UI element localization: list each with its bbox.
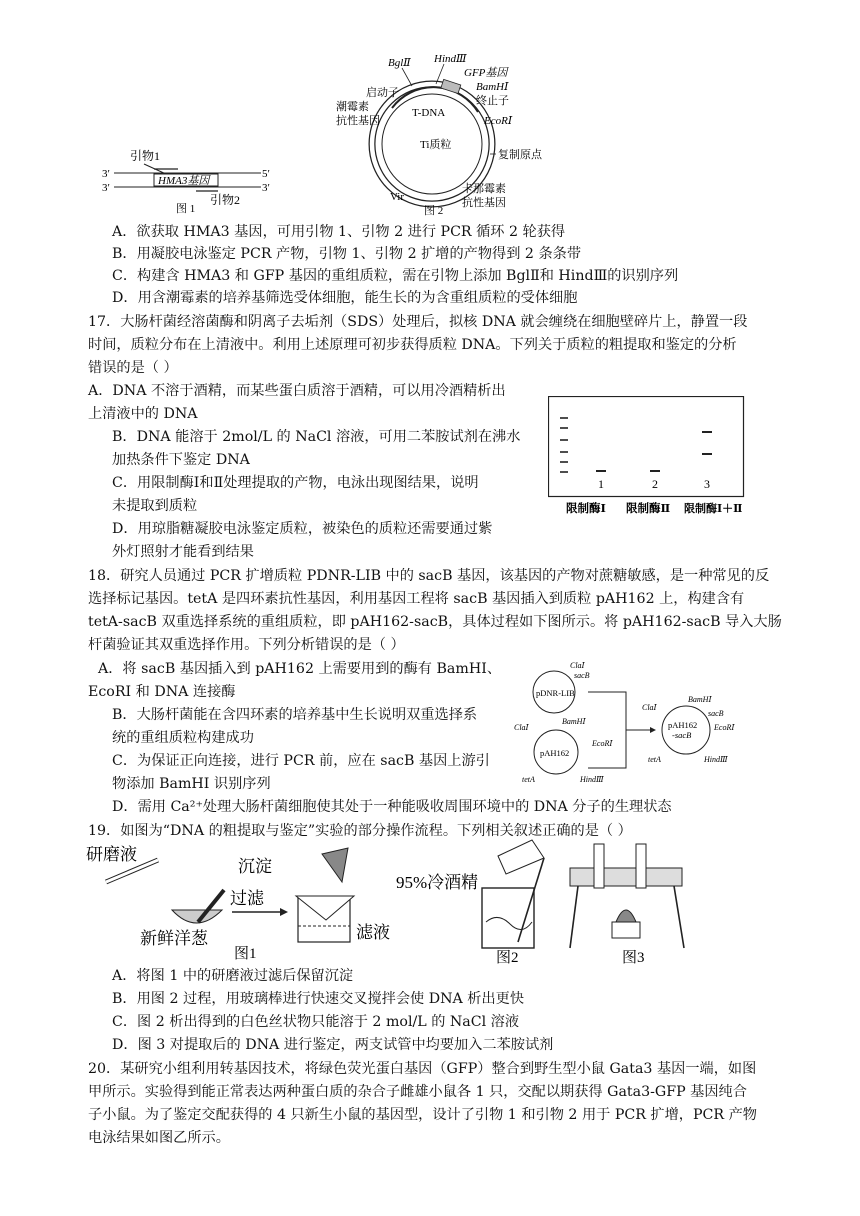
filtrate-label: 滤液 xyxy=(356,923,390,942)
primer2-label: 引物2 xyxy=(210,193,241,207)
terminator-label: 终止子 xyxy=(476,95,509,107)
q20-line-4: 电泳结果如图乙所示。 xyxy=(88,1130,230,1146)
ecori-label-1: EcoRⅠ xyxy=(592,739,613,748)
ecori-label-2: EcoRⅠ xyxy=(714,723,735,732)
figure-2-caption: 图2 xyxy=(496,950,519,966)
q16-option-c: C．构建含 HMA3 和 GFP 基因的重组质粒，需在引物上添加 BglⅡ和 HindⅢ的识别序列 xyxy=(112,268,679,284)
lane-1-label: 限制酶Ⅰ xyxy=(566,503,606,515)
tdna-label: T-DNA xyxy=(412,107,446,119)
figure-2-caption: 图 2 xyxy=(424,205,444,217)
bamhi-label: BamHⅠ xyxy=(476,81,509,93)
figure-1-caption: 图 1 xyxy=(176,203,196,215)
q20-line-1: 20．某研究小组利用转基因技术，将绿色荧光蛋白基因（GFP）整合到野生型小鼠 Gata3 基因一端，如图 xyxy=(88,1061,757,1077)
q16-option-a: A．欲获取 HMA3 基因，可用引物 1、引物 2 进行 PCR 循环 2 轮获得 xyxy=(112,224,566,240)
q17-stem-line-3: 错误的是（ ） xyxy=(88,360,178,376)
q17-option-b-line-1: B．DNA 能溶于 2mol/L 的 NaCl 溶液，可用二苯胺试剂在沸水 xyxy=(112,429,521,445)
q19-option-b: B．用图 2 过程，用玻璃棒进行快速交叉搅拌会使 DNA 析出更快 xyxy=(112,991,525,1007)
teta-label-2: tetA xyxy=(648,755,661,764)
figure-2-ti-plasmid xyxy=(330,52,550,218)
ecori-label: EcoRⅠ xyxy=(484,115,513,127)
bglii-label: BglⅡ xyxy=(388,57,411,69)
primer1-label: 引物1 xyxy=(130,149,161,163)
precipitate-label: 沉淀 xyxy=(238,857,272,876)
q18-stem-line-2: 选择标记基因。tetA 是四环素抗性基因，利用基因工程将 sacB 基因插入到质粒 pAH162 上，构建含有 xyxy=(88,591,745,607)
gfp-label: GFP基因 xyxy=(464,67,508,79)
q18-option-a-line-2: EcoRI 和 DNA 连接酶 xyxy=(88,684,236,700)
q18-plasmid-construction-figure xyxy=(508,658,768,790)
end-label: 3′ xyxy=(262,182,270,194)
filter-label: 过滤 xyxy=(230,889,264,908)
lane-2-label: 限制酶Ⅱ xyxy=(626,503,671,515)
q16-option-d: D．用含潮霉素的培养基筛选受体细胞，能生长的为含重组质粒的受体细胞 xyxy=(112,290,578,306)
q18-option-c-line-2: 物添加 BamHI 识别序列 xyxy=(112,776,271,792)
clai-label-1: ClaⅠ xyxy=(570,661,585,670)
clai-label-3: ClaⅠ xyxy=(642,703,657,712)
promoter-label: 启动子 xyxy=(366,87,399,99)
q18-option-c-line-1: C．为保证正向连接，进行 PCR 前，应在 sacB 基因上游引 xyxy=(112,753,490,769)
grinding-liquid-label: 研磨液 xyxy=(86,845,137,864)
q17-option-c-line-2: 未提取到质粒 xyxy=(112,498,198,514)
fresh-onion-label: 新鲜洋葱 xyxy=(140,929,208,948)
q17-option-a-line-2: 上清液中的 DNA xyxy=(88,406,198,422)
ti-plasmid-label: Ti质粒 xyxy=(420,139,452,151)
end-label: 3′ xyxy=(102,182,110,194)
hindiii-label-1: HindⅢ xyxy=(580,775,604,784)
hindiii-label: HindⅢ xyxy=(434,53,467,65)
clai-label-2: ClaⅠ xyxy=(514,723,529,732)
q19-experiment-figure xyxy=(86,838,722,966)
pah162-label: pAH162 xyxy=(540,748,570,758)
q17-stem-line-2: 时间，质粒分布在上清液中。利用上述原理可初步获得质粒 DNA。下列关于质粒的粗提取和鉴定的分析 xyxy=(88,337,737,353)
vir-label: Vir xyxy=(390,191,405,203)
pah162-sacb-label-1: pAH162 xyxy=(668,720,698,730)
figure-3-caption: 图3 xyxy=(622,950,645,966)
lane-2-number: 2 xyxy=(652,477,658,491)
cold-alcohol-label: 95%冷酒精 xyxy=(396,873,479,892)
lane-3-number: 3 xyxy=(704,477,710,491)
end-label: 5′ xyxy=(262,168,270,180)
sacb-label-2: sacB xyxy=(708,709,724,718)
q20-line-3: 子小鼠。为了鉴定交配获得的 4 只新生小鼠的基因型，设计了引物 1 和引物 2 用于 PCR 扩增，PCR 产物 xyxy=(88,1107,757,1123)
figure-1-hma3-primers xyxy=(96,140,276,220)
q17-option-d-line-2: 外灯照射才能看到结果 xyxy=(112,544,254,560)
hma3-gene-label: HMA3基因 xyxy=(158,175,210,187)
q17-gel-figure xyxy=(548,396,758,520)
kan-label-1: 卡那霉素 xyxy=(462,183,506,195)
q18-option-b-line-1: B．大肠杆菌能在含四环素的培养基中生长说明双重选择系 xyxy=(112,707,478,723)
bamhi-label-1: BamHⅠ xyxy=(562,717,586,726)
q20-line-2: 甲所示。实验得到能正常表达两种蛋白质的杂合子雌雄小鼠各 1 只，交配以期获得 Gata3-GFP 基因纯合 xyxy=(88,1084,747,1100)
lane-1-number: 1 xyxy=(598,477,604,491)
q18-stem-line-1: 18．研究人员通过 PCR 扩增质粒 PDNR-LIB 中的 sacB 基因，该基因的产物对蔗糖敏感，是一种常见的反 xyxy=(88,568,770,584)
hindiii-label-2: HindⅢ xyxy=(704,755,728,764)
sacb-label-1: sacB xyxy=(574,671,590,680)
q18-option-a-line-1: A．将 sacB 基因插入到 pAH162 上需要用到的酶有 BamHI、 xyxy=(98,661,502,677)
q17-stem-line-1: 17．大肠杆菌经溶菌酶和阴离子去垢剂（SDS）处理后，拟核 DNA 就会缠绕在细胞壁碎片上，静置一段 xyxy=(88,314,748,330)
q19-option-a: A．将图 1 中的研磨液过滤后保留沉淀 xyxy=(112,968,354,984)
q18-stem-line-3: tetA-sacB 双重选择系统的重组质粒，即 pAH162-sacB，具体过程如下图所示。将 pAH162-sacB 导入大肠 xyxy=(88,614,782,630)
q17-option-a-line-1: A．DNA 不溶于酒精，而某些蛋白质溶于酒精，可以用冷酒精析出 xyxy=(88,383,506,399)
figure-1-caption: 图1 xyxy=(234,946,257,962)
end-label: 3′ xyxy=(102,168,110,180)
pdnr-lib-label: pDNR-LIB xyxy=(536,688,575,698)
kan-label-2: 抗性基因 xyxy=(462,197,506,209)
bamhi-label-2: BamHⅠ xyxy=(688,695,712,704)
q19-stem: 19．如图为“DNA 的粗提取与鉴定”实验的部分操作流程。下列相关叙述正确的是（ ） xyxy=(88,823,632,839)
q16-option-b: B．用凝胶电泳鉴定 PCR 产物，引物 1、引物 2 扩增的产物得到 2 条条带 xyxy=(112,246,582,262)
lane-3-label: 限制酶Ⅰ＋Ⅱ xyxy=(684,503,743,515)
ori-label: 复制原点 xyxy=(498,149,542,161)
gel-frame xyxy=(549,397,744,497)
teta-label-1: tetA xyxy=(522,775,535,784)
q17-option-d-line-1: D．用琼脂糖凝胶电泳鉴定质粒，被染色的质粒还需要通过紫 xyxy=(112,521,493,537)
pah162-sacb-label-2: -sacB xyxy=(672,730,692,740)
q17-option-c-line-1: C．用限制酶Ⅰ和Ⅱ处理提取的产物，电泳出现图结果，说明 xyxy=(112,475,479,491)
q18-option-d: D．需用 Ca²⁺处理大肠杆菌细胞使其处于一种能吸收周围环境中的 DNA 分子的生理状态 xyxy=(112,799,672,815)
q18-option-b-line-2: 统的重组质粒构建成功 xyxy=(112,730,254,746)
q17-option-b-line-2: 加热条件下鉴定 DNA xyxy=(112,452,250,468)
q19-option-d: D．图 3 对提取后的 DNA 进行鉴定，两支试管中均要加入二苯胺试剂 xyxy=(112,1037,554,1053)
hyg-label-2: 抗性基因 xyxy=(336,115,380,127)
hyg-label-1: 潮霉素 xyxy=(336,101,369,113)
q18-stem-line-4: 杆菌验证其双重选择作用。下列分析错误的是（ ） xyxy=(88,637,405,653)
q19-option-c: C．图 2 析出得到的白色丝状物只能溶于 2 mol/L 的 NaCl 溶液 xyxy=(112,1014,520,1030)
